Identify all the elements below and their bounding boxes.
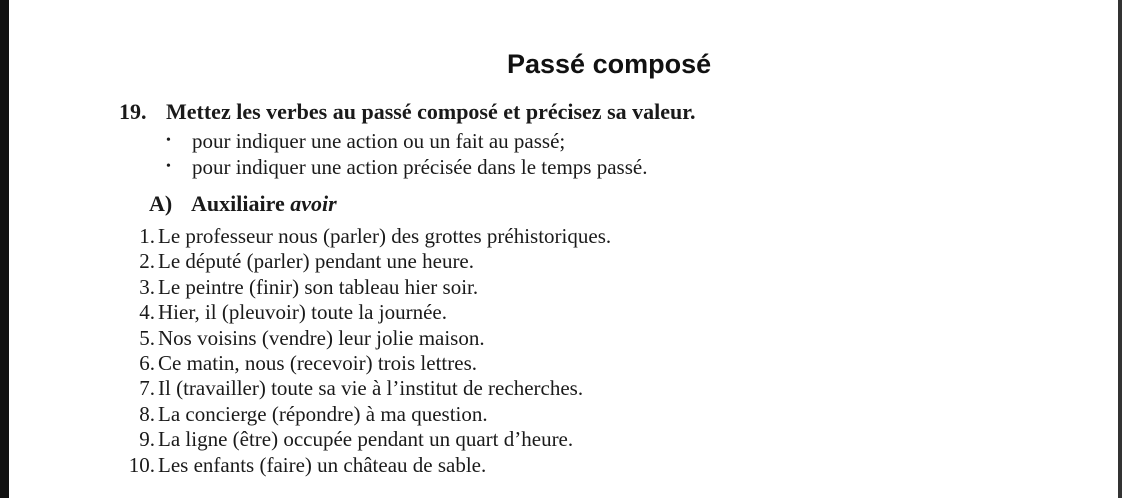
sentence-number: 6.: [139, 351, 155, 376]
sentence-item: [118, 402, 611, 427]
section-letter: A): [149, 191, 173, 216]
sentence-item: [118, 224, 611, 249]
sentence-number: 9.: [139, 427, 155, 452]
sentence-item: [118, 376, 611, 401]
sentence-number: 3.: [139, 274, 155, 299]
sentence-text: Le professeur nous (parler) des grottes préhistoriques.: [158, 224, 612, 248]
sentence-item: [118, 351, 611, 376]
bullet-icon: •: [166, 133, 171, 148]
usage-item-text: pour indiquer une action précisée dans le temps passé.: [192, 155, 648, 179]
sentence-item: [118, 326, 611, 351]
exercise-heading: [119, 98, 696, 126]
sentence-item: [118, 453, 611, 478]
sentence-number: 7.: [139, 376, 155, 401]
section-heading: [149, 190, 337, 218]
exercise-instruction: Mettez les verbes au passé composé et précisez sa valeur.: [166, 99, 696, 124]
usage-item-text: pour indiquer une action ou un fait au passé;: [192, 129, 566, 153]
sentence-number: 1.: [139, 224, 155, 248]
usage-list: [166, 128, 647, 180]
sentence-text: Le député (parler) pendant une heure.: [158, 249, 475, 274]
right-edge-bar: [1118, 0, 1122, 498]
exercise-number: 19.: [119, 99, 147, 124]
sentence-item: [118, 300, 611, 325]
sentence-list: [118, 224, 611, 478]
sentence-text: Le peintre (finir) son tableau hier soir.: [158, 274, 479, 299]
section-label-italic: avoir: [290, 191, 337, 216]
sentence-item: [118, 275, 611, 300]
sentence-item: [118, 427, 611, 452]
page-title: Passé composé: [507, 49, 712, 79]
usage-item: [166, 154, 647, 180]
sentence-text: Nos voisins (vendre) leur jolie maison.: [158, 325, 485, 350]
sentence-number: 2.: [139, 249, 155, 274]
sentence-text: Hier, il (pleuvoir) toute la journée.: [158, 300, 447, 325]
sentence-item: [118, 249, 611, 274]
section-label: Auxiliaire: [191, 191, 285, 216]
sentence-number: 10.: [128, 452, 155, 477]
left-edge-bar: [0, 0, 9, 498]
sentence-text: La concierge (répondre) à ma question.: [158, 401, 488, 426]
sentence-text: Il (travailler) toute sa vie à l’institut de recherches.: [158, 376, 584, 401]
sentence-number: 8.: [139, 401, 155, 426]
sentence-text: Ce matin, nous (recevoir) trois lettres.: [158, 351, 477, 376]
sentence-text: La ligne (être) occupée pendant un quart d’heure.: [158, 427, 574, 452]
usage-item: [166, 128, 647, 154]
bullet-icon: •: [166, 159, 171, 174]
sentence-number: 4.: [139, 300, 155, 325]
sentence-text: Les enfants (faire) un château de sable.: [158, 452, 487, 477]
sentence-number: 5.: [139, 325, 155, 350]
